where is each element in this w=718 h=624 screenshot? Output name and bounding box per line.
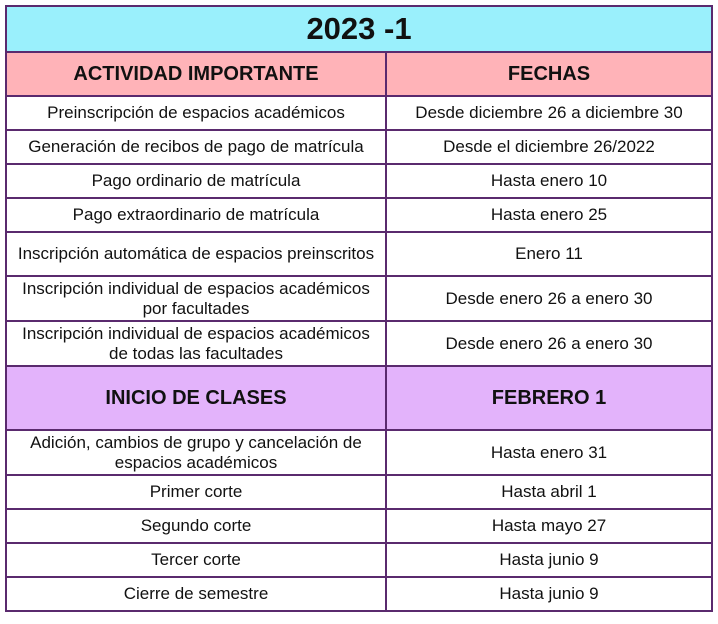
date-cell: Desde enero 26 a enero 30 [387,277,711,320]
date-cell: Desde el diciembre 26/2022 [387,131,711,163]
activity-cell: Generación de recibos de pago de matrícula [7,131,385,163]
table-row [7,165,711,197]
activity-cell: Segundo corte [7,510,385,542]
header-dates: FECHAS [387,53,711,95]
academic-calendar-table [5,5,713,612]
calendar-title: 2023 -1 [7,7,711,51]
table-row [7,322,711,365]
date-cell: Hasta enero 31 [387,431,711,474]
activity-cell: Pago ordinario de matrícula [7,165,385,197]
activity-cell: Cierre de semestre [7,578,385,610]
table-row [7,199,711,231]
activity-cell: Primer corte [7,476,385,508]
table-row [7,544,711,576]
date-cell: Hasta abril 1 [387,476,711,508]
activity-cell: Inscripción individual de espacios académicos de todas las facultades [7,322,385,365]
activity-cell: Inscripción individual de espacios académicos por facultades [7,277,385,320]
date-cell: Enero 11 [387,233,711,275]
table-row [7,97,711,129]
date-cell: Hasta enero 25 [387,199,711,231]
activity-cell: Pago extraordinario de matrícula [7,199,385,231]
section-date: FEBRERO 1 [387,367,711,429]
table-row [7,277,711,320]
table-row [7,233,711,275]
table-row [7,131,711,163]
activity-cell: Tercer corte [7,544,385,576]
header-row [7,53,711,95]
activity-cell: Inscripción automática de espacios preinscritos [7,233,385,275]
table-row [7,476,711,508]
table-row [7,578,711,610]
section-row [7,367,711,429]
table-row [7,431,711,474]
table-row [7,510,711,542]
date-cell: Desde enero 26 a enero 30 [387,322,711,365]
section-label: INICIO DE CLASES [7,367,385,429]
title-row [7,7,711,51]
activity-cell: Preinscripción de espacios académicos [7,97,385,129]
activity-cell: Adición, cambios de grupo y cancelación de espacios académicos [7,431,385,474]
date-cell: Hasta junio 9 [387,544,711,576]
date-cell: Hasta enero 10 [387,165,711,197]
header-activity: ACTIVIDAD IMPORTANTE [7,53,385,95]
date-cell: Hasta mayo 27 [387,510,711,542]
date-cell: Hasta junio 9 [387,578,711,610]
date-cell: Desde diciembre 26 a diciembre 30 [387,97,711,129]
